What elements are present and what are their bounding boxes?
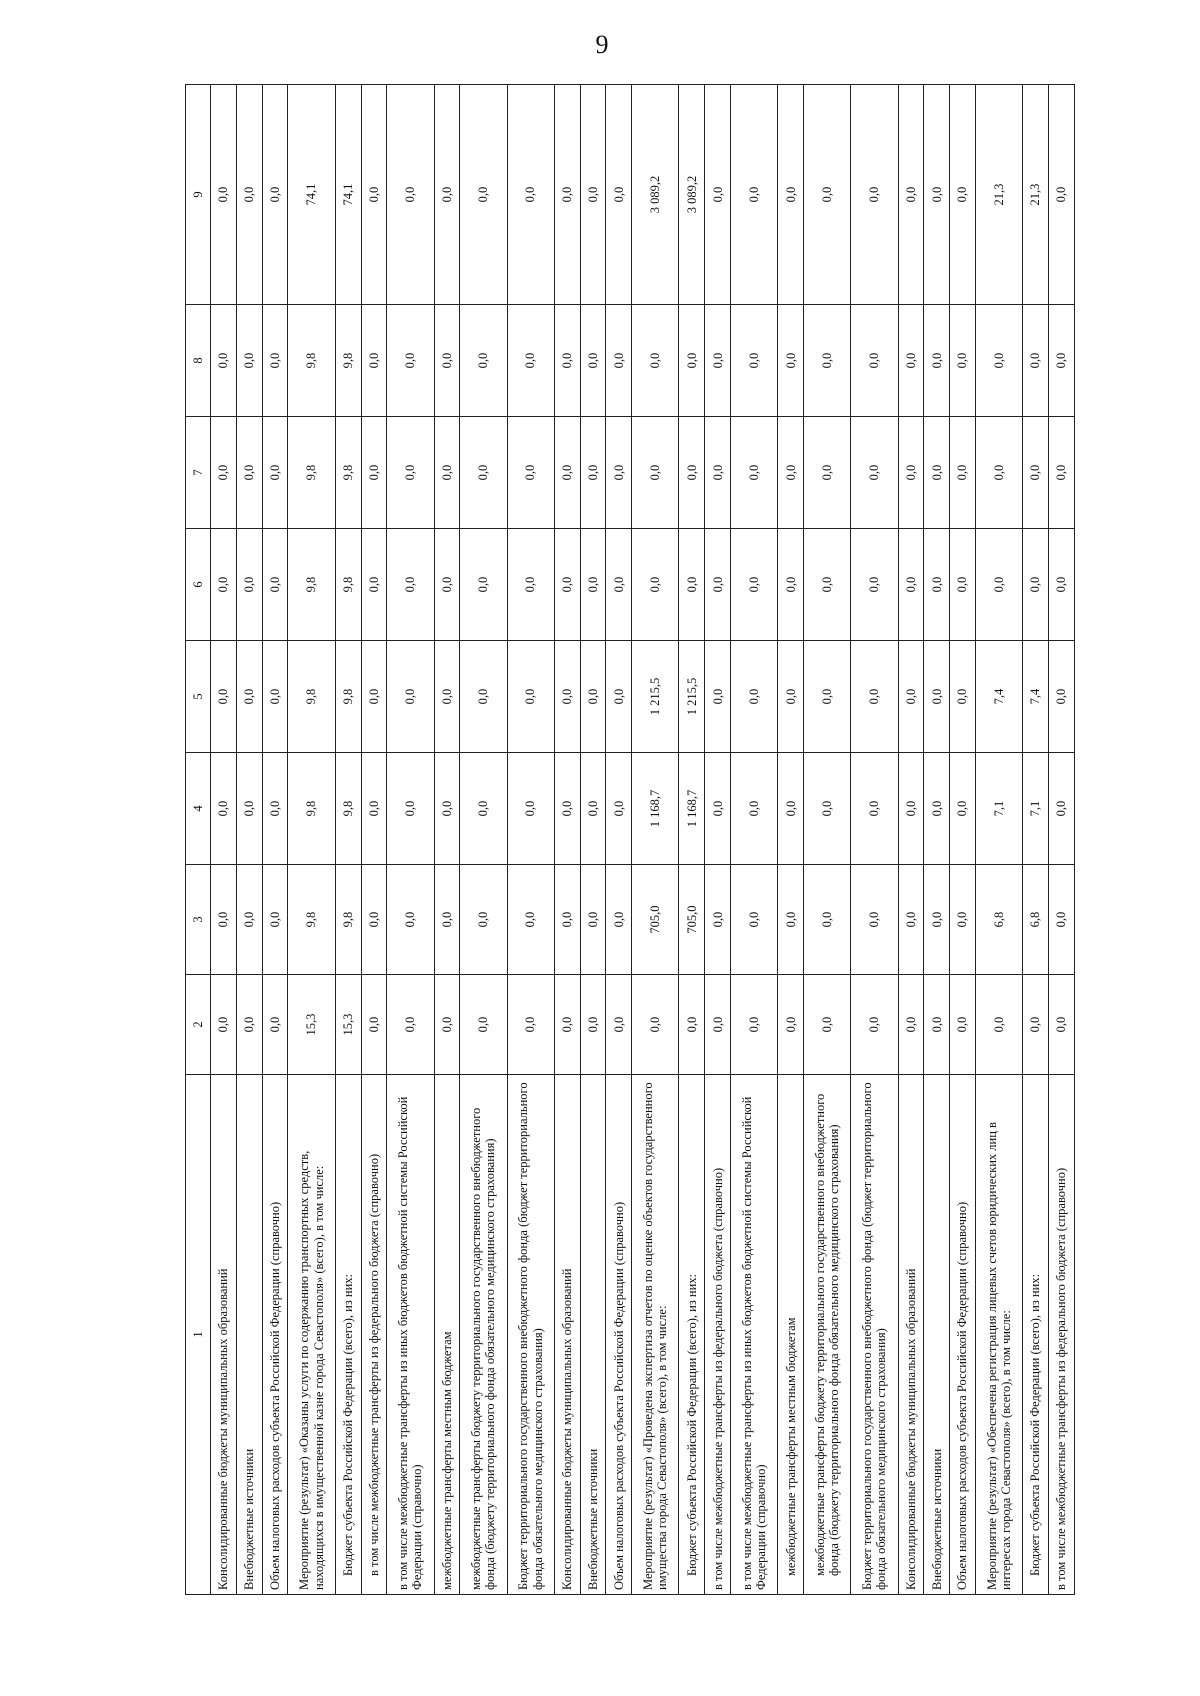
value-cell-col-8: 0,0 bbox=[236, 305, 262, 417]
value-cell-col-6: 9,8 bbox=[288, 529, 335, 641]
value-cell-col-8: 0,0 bbox=[632, 305, 679, 417]
row-label: Мероприятие (результат) «Проведена экспертиза отчетов по оценке объектов государственного имущества города Севастополя» (всего), в том числе: bbox=[632, 1075, 679, 1595]
value-cell-col-3: 6,8 bbox=[1023, 865, 1049, 975]
table-row bbox=[1023, 85, 1049, 1595]
value-cell-col-3: 0,0 bbox=[361, 865, 387, 975]
value-cell-col-6: 0,0 bbox=[211, 529, 237, 641]
value-cell-col-9: 0,0 bbox=[580, 85, 606, 305]
value-cell-col-4: 1 168,7 bbox=[632, 753, 679, 865]
value-cell-col-8: 0,0 bbox=[606, 305, 632, 417]
value-cell-col-6: 0,0 bbox=[580, 529, 606, 641]
value-cell-col-5: 0,0 bbox=[851, 641, 898, 753]
value-cell-col-8: 0,0 bbox=[976, 305, 1023, 417]
value-cell-col-4: 1 168,7 bbox=[679, 753, 705, 865]
value-cell-col-7: 0,0 bbox=[262, 417, 288, 529]
value-cell-col-7: 0,0 bbox=[851, 417, 898, 529]
value-cell-col-2: 0,0 bbox=[211, 975, 237, 1075]
value-cell-col-5: 0,0 bbox=[387, 641, 434, 753]
value-cell-col-4: 7,1 bbox=[976, 753, 1023, 865]
value-cell-col-3: 6,8 bbox=[976, 865, 1023, 975]
value-cell-col-4: 0,0 bbox=[460, 753, 507, 865]
value-cell-col-2: 0,0 bbox=[460, 975, 507, 1075]
row-label: межбюджетные трансферты бюджету территориального государственного внебюджетного фонда (бюджету территориального фонда обязательного медицинского страхования) bbox=[460, 1075, 507, 1595]
value-cell-col-9: 0,0 bbox=[460, 85, 507, 305]
value-cell-col-2: 0,0 bbox=[1049, 975, 1075, 1075]
table-row bbox=[507, 85, 554, 1595]
table-row bbox=[262, 85, 288, 1595]
value-cell-col-2: 15,3 bbox=[335, 975, 361, 1075]
value-cell-col-5: 0,0 bbox=[1049, 641, 1075, 753]
value-cell-col-5: 0,0 bbox=[924, 641, 950, 753]
column-header-1: 1 bbox=[186, 1075, 211, 1595]
value-cell-col-3: 0,0 bbox=[580, 865, 606, 975]
value-cell-col-5: 7,4 bbox=[976, 641, 1023, 753]
value-cell-col-4: 0,0 bbox=[434, 753, 460, 865]
value-cell-col-5: 0,0 bbox=[898, 641, 924, 753]
value-cell-col-5: 9,8 bbox=[288, 641, 335, 753]
value-cell-col-3: 0,0 bbox=[387, 865, 434, 975]
value-cell-col-9: 0,0 bbox=[554, 85, 580, 305]
table-row bbox=[804, 85, 851, 1595]
value-cell-col-3: 0,0 bbox=[1049, 865, 1075, 975]
value-cell-col-3: 0,0 bbox=[950, 865, 976, 975]
row-label: Консолидированные бюджеты муниципальных образований bbox=[554, 1075, 580, 1595]
value-cell-col-8: 0,0 bbox=[1049, 305, 1075, 417]
value-cell-col-9: 0,0 bbox=[804, 85, 851, 305]
row-label: в том числе межбюджетные трансферты из федерального бюджета (справочно) bbox=[361, 1075, 387, 1595]
value-cell-col-8: 0,0 bbox=[924, 305, 950, 417]
value-cell-col-9: 0,0 bbox=[211, 85, 237, 305]
value-cell-col-6: 0,0 bbox=[434, 529, 460, 641]
value-cell-col-2: 0,0 bbox=[679, 975, 705, 1075]
value-cell-col-7: 0,0 bbox=[898, 417, 924, 529]
row-label: Бюджет субъекта Российской Федерации (всего), из них: bbox=[679, 1075, 705, 1595]
value-cell-col-4: 0,0 bbox=[507, 753, 554, 865]
column-header-9: 9 bbox=[186, 85, 211, 305]
value-cell-col-8: 0,0 bbox=[778, 305, 804, 417]
value-cell-col-2: 0,0 bbox=[632, 975, 679, 1075]
value-cell-col-9: 0,0 bbox=[387, 85, 434, 305]
value-cell-col-5: 0,0 bbox=[361, 641, 387, 753]
value-cell-col-2: 0,0 bbox=[361, 975, 387, 1075]
value-cell-col-7: 0,0 bbox=[236, 417, 262, 529]
row-label: межбюджетные трансферты местным бюджетам bbox=[434, 1075, 460, 1595]
table-row bbox=[387, 85, 434, 1595]
value-cell-col-4: 0,0 bbox=[851, 753, 898, 865]
value-cell-col-3: 0,0 bbox=[705, 865, 731, 975]
row-label: Бюджет территориального государственного внебюджетного фонда (бюджет территориального фонда обязательного медицинского страхования) bbox=[507, 1075, 554, 1595]
value-cell-col-7: 0,0 bbox=[460, 417, 507, 529]
value-cell-col-2: 0,0 bbox=[387, 975, 434, 1075]
value-cell-col-5: 1 215,5 bbox=[632, 641, 679, 753]
value-cell-col-3: 0,0 bbox=[262, 865, 288, 975]
value-cell-col-2: 0,0 bbox=[731, 975, 778, 1075]
value-cell-col-6: 0,0 bbox=[387, 529, 434, 641]
value-cell-col-5: 0,0 bbox=[236, 641, 262, 753]
value-cell-col-3: 0,0 bbox=[554, 865, 580, 975]
table-row bbox=[778, 85, 804, 1595]
value-cell-col-4: 0,0 bbox=[778, 753, 804, 865]
column-header-6: 6 bbox=[186, 529, 211, 641]
value-cell-col-8: 0,0 bbox=[580, 305, 606, 417]
row-label: Консолидированные бюджеты муниципальных образований bbox=[898, 1075, 924, 1595]
value-cell-col-4: 0,0 bbox=[1049, 753, 1075, 865]
value-cell-col-6: 0,0 bbox=[361, 529, 387, 641]
value-cell-col-8: 0,0 bbox=[1023, 305, 1049, 417]
value-cell-col-9: 0,0 bbox=[236, 85, 262, 305]
value-cell-col-4: 0,0 bbox=[361, 753, 387, 865]
value-cell-col-9: 0,0 bbox=[705, 85, 731, 305]
table-body bbox=[211, 85, 1075, 1595]
table-row bbox=[288, 85, 335, 1595]
value-cell-col-3: 0,0 bbox=[898, 865, 924, 975]
value-cell-col-4: 9,8 bbox=[288, 753, 335, 865]
value-cell-col-4: 0,0 bbox=[387, 753, 434, 865]
value-cell-col-4: 0,0 bbox=[236, 753, 262, 865]
value-cell-col-7: 0,0 bbox=[434, 417, 460, 529]
value-cell-col-8: 0,0 bbox=[554, 305, 580, 417]
value-cell-col-5: 7,4 bbox=[1023, 641, 1049, 753]
value-cell-col-7: 0,0 bbox=[705, 417, 731, 529]
value-cell-col-7: 0,0 bbox=[1049, 417, 1075, 529]
value-cell-col-5: 0,0 bbox=[705, 641, 731, 753]
table-row bbox=[976, 85, 1023, 1595]
value-cell-col-8: 0,0 bbox=[211, 305, 237, 417]
row-label: Объем налоговых расходов субъекта Российской Федерации (справочно) bbox=[606, 1075, 632, 1595]
value-cell-col-7: 0,0 bbox=[1023, 417, 1049, 529]
table-row bbox=[335, 85, 361, 1595]
value-cell-col-7: 0,0 bbox=[679, 417, 705, 529]
value-cell-col-2: 0,0 bbox=[976, 975, 1023, 1075]
row-label: в том числе межбюджетные трансферты из федерального бюджета (справочно) bbox=[1049, 1075, 1075, 1595]
value-cell-col-9: 21,3 bbox=[1023, 85, 1049, 305]
value-cell-col-7: 0,0 bbox=[580, 417, 606, 529]
value-cell-col-9: 3 089,2 bbox=[679, 85, 705, 305]
value-cell-col-3: 0,0 bbox=[460, 865, 507, 975]
value-cell-col-3: 0,0 bbox=[606, 865, 632, 975]
value-cell-col-9: 74,1 bbox=[288, 85, 335, 305]
value-cell-col-2: 0,0 bbox=[851, 975, 898, 1075]
row-label: Бюджет субъекта Российской Федерации (всего), из них: bbox=[335, 1075, 361, 1595]
table-row bbox=[460, 85, 507, 1595]
value-cell-col-3: 9,8 bbox=[288, 865, 335, 975]
table-row bbox=[606, 85, 632, 1595]
value-cell-col-9: 0,0 bbox=[950, 85, 976, 305]
budget-table bbox=[185, 84, 1075, 1595]
value-cell-col-6: 0,0 bbox=[731, 529, 778, 641]
table-row bbox=[898, 85, 924, 1595]
value-cell-col-7: 0,0 bbox=[924, 417, 950, 529]
row-label: Мероприятие (результат) «Оказаны услуги по содержанию транспортных средств, находящихся в имущественной казне города Севастополя» (всего), в том числе: bbox=[288, 1075, 335, 1595]
value-cell-col-6: 0,0 bbox=[679, 529, 705, 641]
table-row bbox=[632, 85, 679, 1595]
table-row bbox=[580, 85, 606, 1595]
value-cell-col-2: 0,0 bbox=[507, 975, 554, 1075]
value-cell-col-3: 0,0 bbox=[507, 865, 554, 975]
table-row bbox=[731, 85, 778, 1595]
value-cell-col-9: 21,3 bbox=[976, 85, 1023, 305]
value-cell-col-8: 0,0 bbox=[507, 305, 554, 417]
column-header-2: 2 bbox=[186, 975, 211, 1075]
row-label: Объем налоговых расходов субъекта Российской Федерации (справочно) bbox=[950, 1075, 976, 1595]
value-cell-col-7: 0,0 bbox=[731, 417, 778, 529]
table-row bbox=[211, 85, 237, 1595]
table-row bbox=[1049, 85, 1075, 1595]
column-header-3: 3 bbox=[186, 865, 211, 975]
value-cell-col-7: 0,0 bbox=[804, 417, 851, 529]
value-cell-col-4: 0,0 bbox=[554, 753, 580, 865]
row-label: Консолидированные бюджеты муниципальных образований bbox=[211, 1075, 237, 1595]
value-cell-col-6: 0,0 bbox=[1049, 529, 1075, 641]
column-header-5: 5 bbox=[186, 641, 211, 753]
value-cell-col-4: 0,0 bbox=[211, 753, 237, 865]
row-label: в том числе межбюджетные трансферты из иных бюджетов бюджетной системы Российской Федерации (справочно) bbox=[731, 1075, 778, 1595]
value-cell-col-2: 0,0 bbox=[236, 975, 262, 1075]
column-header-4: 4 bbox=[186, 753, 211, 865]
value-cell-col-3: 0,0 bbox=[434, 865, 460, 975]
value-cell-col-4: 0,0 bbox=[924, 753, 950, 865]
value-cell-col-5: 0,0 bbox=[262, 641, 288, 753]
value-cell-col-9: 74,1 bbox=[335, 85, 361, 305]
value-cell-col-2: 0,0 bbox=[1023, 975, 1049, 1075]
row-label: Бюджет территориального государственного внебюджетного фонда (бюджет территориального фонда обязательного медицинского страхования) bbox=[851, 1075, 898, 1595]
value-cell-col-2: 0,0 bbox=[580, 975, 606, 1075]
value-cell-col-6: 0,0 bbox=[804, 529, 851, 641]
value-cell-col-7: 0,0 bbox=[387, 417, 434, 529]
value-cell-col-5: 0,0 bbox=[460, 641, 507, 753]
value-cell-col-8: 0,0 bbox=[460, 305, 507, 417]
value-cell-col-9: 0,0 bbox=[361, 85, 387, 305]
value-cell-col-3: 0,0 bbox=[924, 865, 950, 975]
value-cell-col-2: 0,0 bbox=[804, 975, 851, 1075]
value-cell-col-9: 0,0 bbox=[434, 85, 460, 305]
value-cell-col-6: 0,0 bbox=[236, 529, 262, 641]
row-label: Внебюджетные источники bbox=[236, 1075, 262, 1595]
value-cell-col-5: 1 215,5 bbox=[679, 641, 705, 753]
value-cell-col-4: 0,0 bbox=[606, 753, 632, 865]
value-cell-col-2: 0,0 bbox=[606, 975, 632, 1075]
value-cell-col-8: 9,8 bbox=[288, 305, 335, 417]
value-cell-col-8: 0,0 bbox=[434, 305, 460, 417]
value-cell-col-3: 0,0 bbox=[804, 865, 851, 975]
value-cell-col-6: 0,0 bbox=[1023, 529, 1049, 641]
value-cell-col-2: 0,0 bbox=[554, 975, 580, 1075]
value-cell-col-3: 0,0 bbox=[731, 865, 778, 975]
value-cell-col-4: 0,0 bbox=[705, 753, 731, 865]
value-cell-col-4: 0,0 bbox=[580, 753, 606, 865]
value-cell-col-2: 0,0 bbox=[924, 975, 950, 1075]
value-cell-col-8: 0,0 bbox=[387, 305, 434, 417]
value-cell-col-9: 0,0 bbox=[898, 85, 924, 305]
value-cell-col-9: 0,0 bbox=[606, 85, 632, 305]
value-cell-col-3: 705,0 bbox=[679, 865, 705, 975]
value-cell-col-5: 0,0 bbox=[211, 641, 237, 753]
table-row bbox=[924, 85, 950, 1595]
row-label: Внебюджетные источники bbox=[924, 1075, 950, 1595]
value-cell-col-6: 0,0 bbox=[976, 529, 1023, 641]
value-cell-col-2: 0,0 bbox=[705, 975, 731, 1075]
value-cell-col-6: 0,0 bbox=[507, 529, 554, 641]
value-cell-col-8: 0,0 bbox=[705, 305, 731, 417]
value-cell-col-4: 0,0 bbox=[262, 753, 288, 865]
value-cell-col-6: 0,0 bbox=[705, 529, 731, 641]
value-cell-col-7: 0,0 bbox=[632, 417, 679, 529]
value-cell-col-9: 3 089,2 bbox=[632, 85, 679, 305]
value-cell-col-9: 0,0 bbox=[262, 85, 288, 305]
value-cell-col-6: 9,8 bbox=[335, 529, 361, 641]
value-cell-col-3: 9,8 bbox=[335, 865, 361, 975]
page-number: 9 bbox=[595, 30, 609, 59]
value-cell-col-4: 0,0 bbox=[804, 753, 851, 865]
table-row bbox=[851, 85, 898, 1595]
value-cell-col-5: 0,0 bbox=[950, 641, 976, 753]
value-cell-col-5: 9,8 bbox=[335, 641, 361, 753]
value-cell-col-2: 0,0 bbox=[434, 975, 460, 1075]
value-cell-col-6: 0,0 bbox=[632, 529, 679, 641]
value-cell-col-5: 0,0 bbox=[554, 641, 580, 753]
value-cell-col-8: 0,0 bbox=[851, 305, 898, 417]
value-cell-col-4: 0,0 bbox=[950, 753, 976, 865]
table-row bbox=[554, 85, 580, 1595]
value-cell-col-7: 0,0 bbox=[361, 417, 387, 529]
value-cell-col-2: 0,0 bbox=[898, 975, 924, 1075]
value-cell-col-4: 7,1 bbox=[1023, 753, 1049, 865]
value-cell-col-7: 9,8 bbox=[335, 417, 361, 529]
value-cell-col-2: 0,0 bbox=[950, 975, 976, 1075]
value-cell-col-4: 0,0 bbox=[731, 753, 778, 865]
value-cell-col-8: 0,0 bbox=[361, 305, 387, 417]
value-cell-col-3: 0,0 bbox=[851, 865, 898, 975]
value-cell-col-7: 0,0 bbox=[606, 417, 632, 529]
value-cell-col-3: 0,0 bbox=[236, 865, 262, 975]
table-row bbox=[950, 85, 976, 1595]
value-cell-col-9: 0,0 bbox=[1049, 85, 1075, 305]
value-cell-col-5: 0,0 bbox=[507, 641, 554, 753]
value-cell-col-8: 0,0 bbox=[804, 305, 851, 417]
table-row bbox=[679, 85, 705, 1595]
header-row bbox=[186, 85, 211, 1595]
value-cell-col-3: 705,0 bbox=[632, 865, 679, 975]
value-cell-col-6: 0,0 bbox=[778, 529, 804, 641]
row-label: Внебюджетные источники bbox=[580, 1075, 606, 1595]
row-label: межбюджетные трансферты бюджету территориального государственного внебюджетного фонда (бюджету территориального фонда обязательного медицинского страхования) bbox=[804, 1075, 851, 1595]
value-cell-col-8: 0,0 bbox=[950, 305, 976, 417]
value-cell-col-5: 0,0 bbox=[731, 641, 778, 753]
table-row bbox=[361, 85, 387, 1595]
value-cell-col-6: 0,0 bbox=[262, 529, 288, 641]
value-cell-col-6: 0,0 bbox=[851, 529, 898, 641]
value-cell-col-7: 0,0 bbox=[554, 417, 580, 529]
value-cell-col-6: 0,0 bbox=[460, 529, 507, 641]
value-cell-col-8: 9,8 bbox=[335, 305, 361, 417]
value-cell-col-9: 0,0 bbox=[924, 85, 950, 305]
value-cell-col-7: 0,0 bbox=[778, 417, 804, 529]
column-header-8: 8 bbox=[186, 305, 211, 417]
value-cell-col-6: 0,0 bbox=[606, 529, 632, 641]
value-cell-col-7: 0,0 bbox=[976, 417, 1023, 529]
rotated-table-container bbox=[185, 85, 1075, 1595]
value-cell-col-6: 0,0 bbox=[950, 529, 976, 641]
value-cell-col-9: 0,0 bbox=[851, 85, 898, 305]
table-row bbox=[434, 85, 460, 1595]
row-label: межбюджетные трансферты местным бюджетам bbox=[778, 1075, 804, 1595]
value-cell-col-2: 0,0 bbox=[262, 975, 288, 1075]
value-cell-col-6: 0,0 bbox=[924, 529, 950, 641]
value-cell-col-9: 0,0 bbox=[778, 85, 804, 305]
value-cell-col-6: 0,0 bbox=[898, 529, 924, 641]
row-label: Мероприятие (результат) «Обеспечена регистрация лицевых счетов юридических лиц в интересах города Севастополя» (всего), в том числе: bbox=[976, 1075, 1023, 1595]
value-cell-col-9: 0,0 bbox=[507, 85, 554, 305]
value-cell-col-3: 0,0 bbox=[211, 865, 237, 975]
value-cell-col-5: 0,0 bbox=[804, 641, 851, 753]
row-label: Объем налоговых расходов субъекта Российской Федерации (справочно) bbox=[262, 1075, 288, 1595]
value-cell-col-7: 0,0 bbox=[211, 417, 237, 529]
value-cell-col-9: 0,0 bbox=[731, 85, 778, 305]
value-cell-col-7: 0,0 bbox=[950, 417, 976, 529]
row-label: в том числе межбюджетные трансферты из федерального бюджета (справочно) bbox=[705, 1075, 731, 1595]
value-cell-col-8: 0,0 bbox=[898, 305, 924, 417]
value-cell-col-2: 0,0 bbox=[778, 975, 804, 1075]
value-cell-col-8: 0,0 bbox=[679, 305, 705, 417]
value-cell-col-2: 15,3 bbox=[288, 975, 335, 1075]
value-cell-col-3: 0,0 bbox=[778, 865, 804, 975]
value-cell-col-7: 9,8 bbox=[288, 417, 335, 529]
value-cell-col-8: 0,0 bbox=[731, 305, 778, 417]
table-row bbox=[705, 85, 731, 1595]
row-label: в том числе межбюджетные трансферты из иных бюджетов бюджетной системы Российской Федерации (справочно) bbox=[387, 1075, 434, 1595]
value-cell-col-5: 0,0 bbox=[606, 641, 632, 753]
value-cell-col-5: 0,0 bbox=[434, 641, 460, 753]
column-header-7: 7 bbox=[186, 417, 211, 529]
value-cell-col-4: 9,8 bbox=[335, 753, 361, 865]
value-cell-col-8: 0,0 bbox=[262, 305, 288, 417]
value-cell-col-4: 0,0 bbox=[898, 753, 924, 865]
row-label: Бюджет субъекта Российской Федерации (всего), из них: bbox=[1023, 1075, 1049, 1595]
value-cell-col-7: 0,0 bbox=[507, 417, 554, 529]
table-row bbox=[236, 85, 262, 1595]
value-cell-col-6: 0,0 bbox=[554, 529, 580, 641]
value-cell-col-5: 0,0 bbox=[580, 641, 606, 753]
value-cell-col-5: 0,0 bbox=[778, 641, 804, 753]
